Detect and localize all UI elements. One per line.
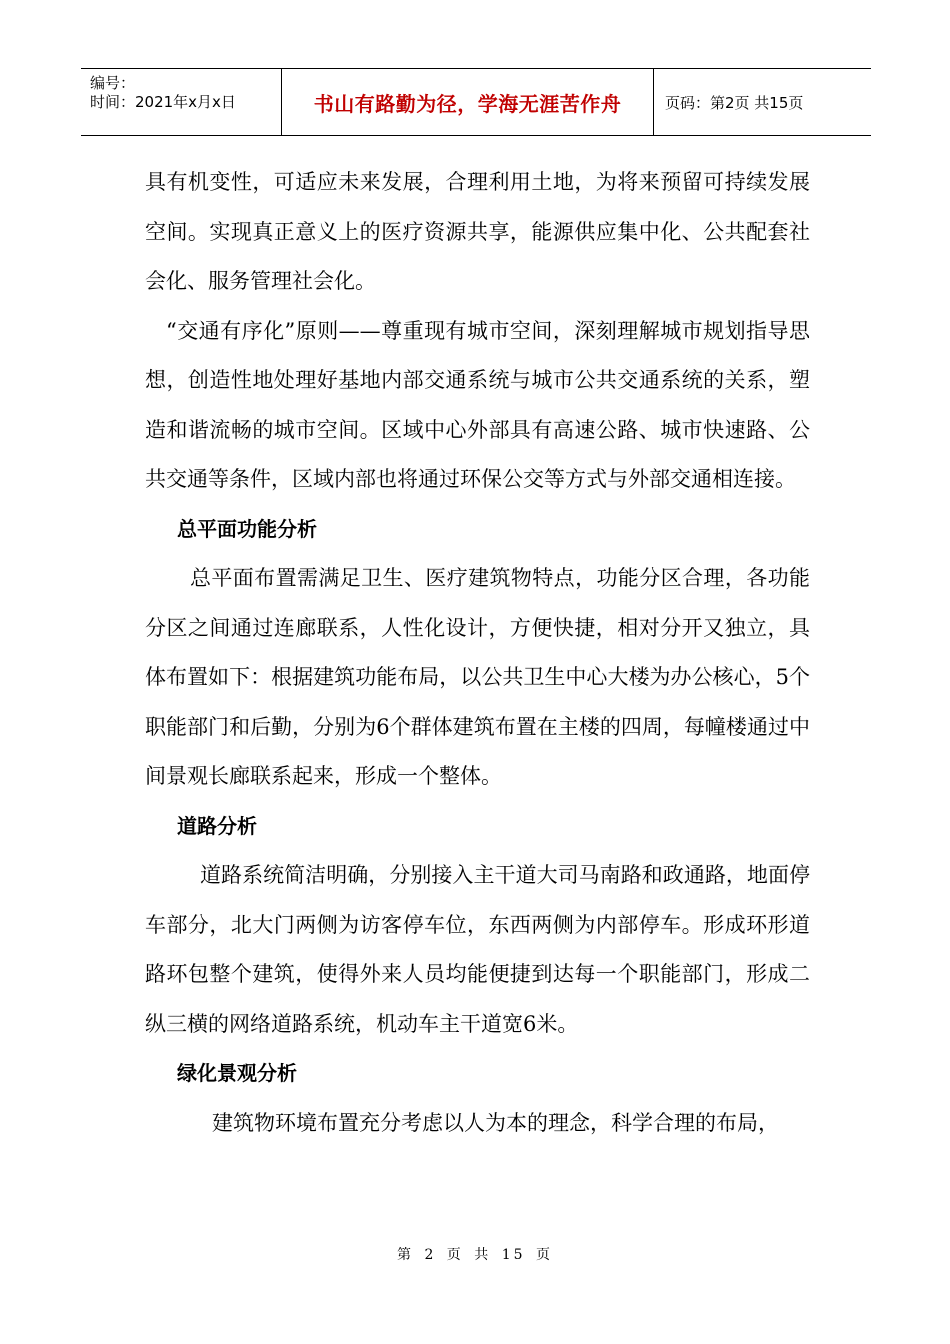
paragraph: 建筑物环境布置充分考虑以人为本的理念，科学合理的布局， xyxy=(212,1110,779,1135)
paragraph: 总平面布置需满足卫生、医疗建筑物特点，功能分区合理，各功能分区之间通过连廊联系，人性化设计，方便快捷，相对分开又独立，具体布置如下：根据建筑功能布局，以公共卫生中心大楼为办公核心，5个职能部门和后勤，分别为6个群体建筑布置在主楼的四周，每幢楼通过中间景观长廊联系起来，形成一个整体。 xyxy=(145,566,810,788)
section-heading: 道路分析 xyxy=(177,813,257,838)
header-motto-cell xyxy=(282,69,654,135)
section-heading: 总平面功能分析 xyxy=(177,516,317,541)
paragraph: 具有机变性，可适应未来发展，合理利用土地，为将来预留可持续发展空间。实现真正意义上的医疗资源共享，能源供应集中化、公共配套社会化、服务管理社会化。 xyxy=(145,170,810,293)
header-page-cell xyxy=(654,69,871,135)
page-header xyxy=(81,68,871,136)
header-page-code: 页码：第2页 共15页 xyxy=(665,93,804,112)
section-heading: 绿化景观分析 xyxy=(177,1061,297,1085)
page-footer: 第 2 页 共 15 页 xyxy=(397,1247,553,1263)
header-motto: 书山有路勤为径，学海无涯苦作舟 xyxy=(313,91,622,116)
paragraph: 道路系统简洁明确，分别接入主干道大司马南路和政通路，地面停车部分，北大门两侧为访客停车位，东西两侧为内部停车。形成环形道路环包整个建筑，使得外来人员均能便捷到达每一个职能部门，形成二纵三横的网络道路系统，机动车主干道宽6米。 xyxy=(145,863,810,1036)
document-body xyxy=(145,158,810,1148)
header-meta-cell xyxy=(81,69,282,135)
paragraph: “交通有序化”原则——尊重现有城市空间，深刻理解城市规划指导思想，创造性地处理好基地内部交通系统与城市公共交通系统的关系，塑造和谐流畅的城市空间。区域中心外部具有高速公路、城市快速路、公共交通等条件，区域内部也将通过环保公交等方式与外部交通相连接。 xyxy=(145,318,810,491)
document-number-label: 编号： xyxy=(90,74,136,92)
document-date-label: 时间：2021年x月x日 xyxy=(90,93,236,111)
